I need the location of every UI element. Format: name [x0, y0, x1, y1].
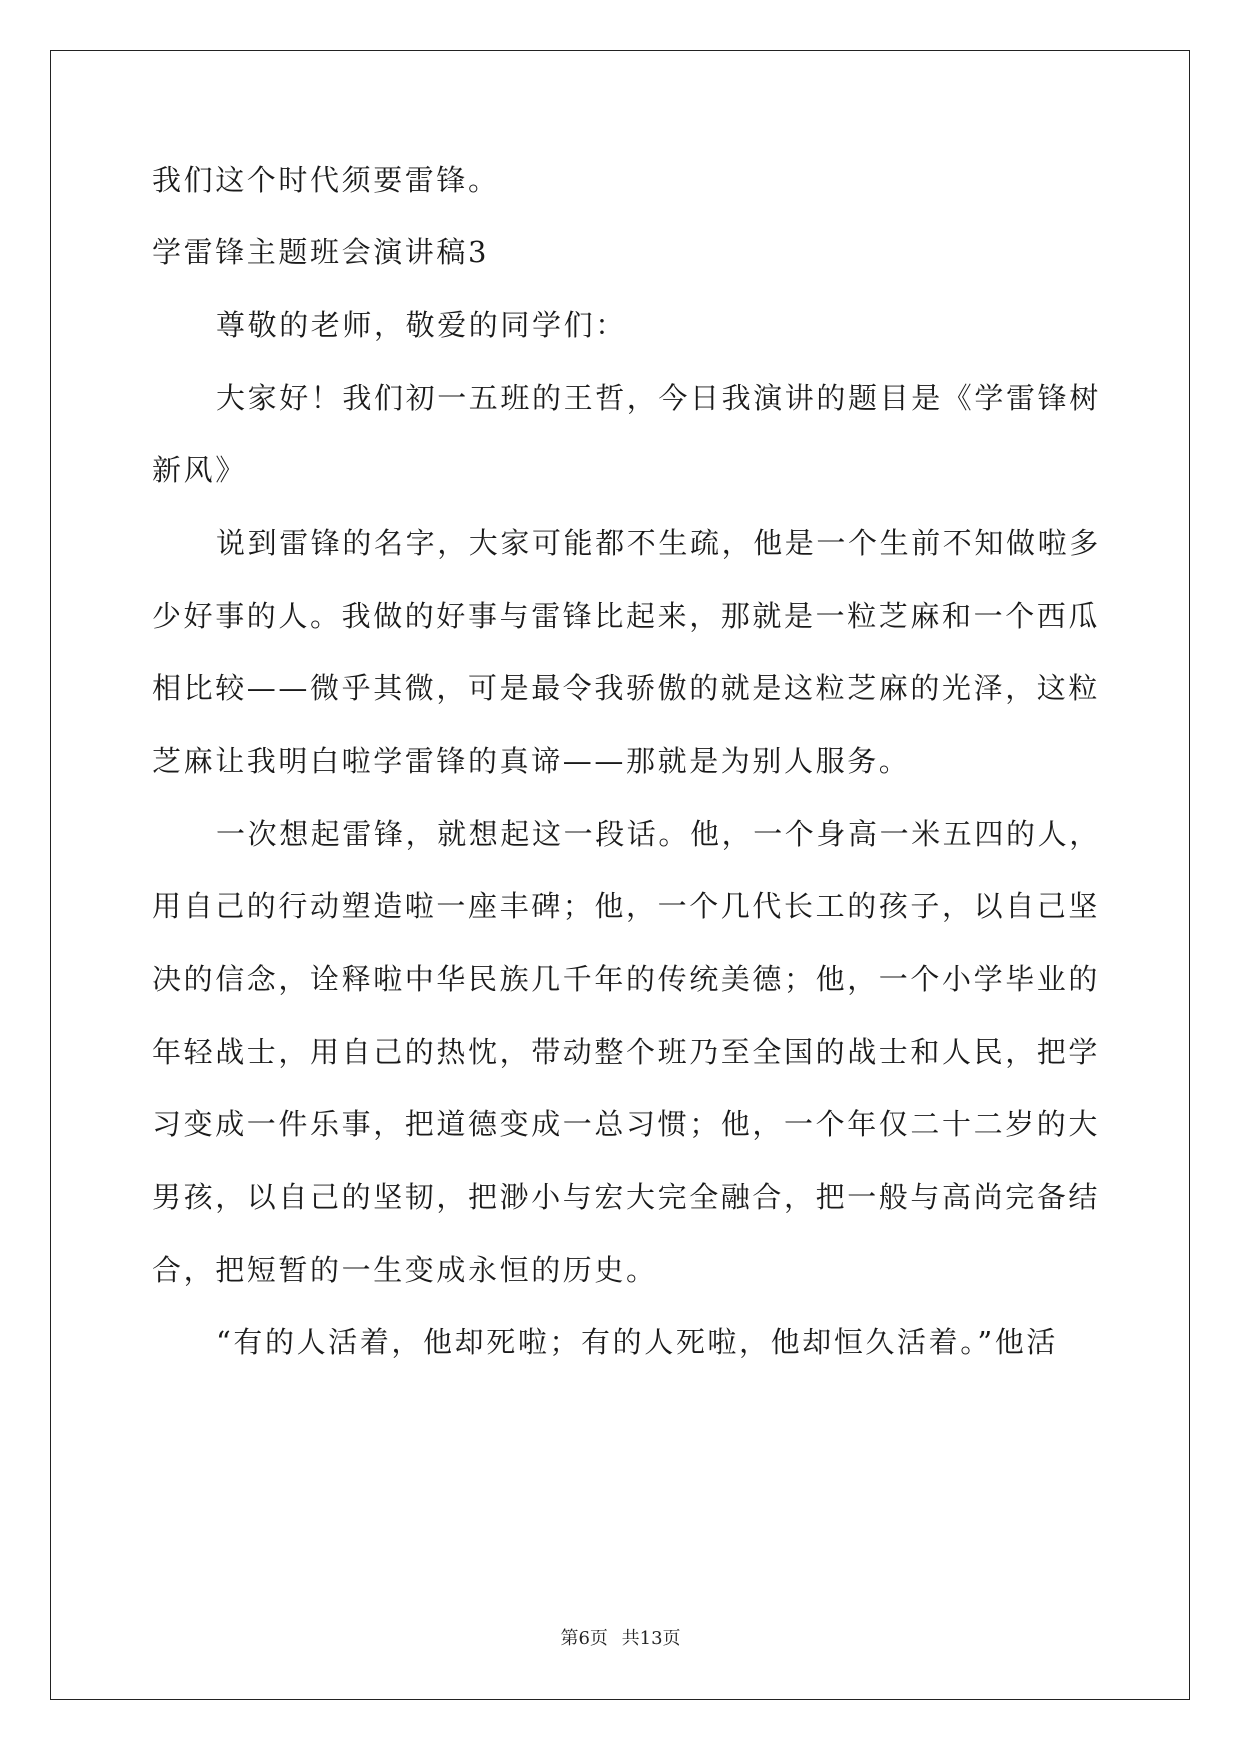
body-line: 用自己的行动塑造啦一座丰碑；他，一个几代长工的孩子，以自己坚 [152, 889, 1101, 923]
page-total: 共13页 [621, 1628, 681, 1649]
body-line: “有的人活着，他却死啦；有的人死啦，他却恒久活着。”他活 [216, 1325, 1058, 1359]
salutation: 尊敬的老师，敬爱的同学们： [216, 308, 627, 342]
page-border [50, 50, 1190, 1700]
body-line: 男孩，以自己的坚韧，把渺小与宏大完全融合，把一般与高尚完备结 [152, 1180, 1101, 1214]
page-number: 第6页 [560, 1628, 608, 1649]
body-line: 大家好！我们初一五班的王哲，今日我演讲的题目是《学雷锋树 [216, 381, 1101, 415]
body-line: 一次想起雷锋，就想起这一段话。他，一个身高一米五四的人， [216, 817, 1101, 851]
body-line: 合，把短暂的一生变成永恒的历史。 [152, 1253, 658, 1287]
body-line: 少好事的人。我做的好事与雷锋比起来，那就是一粒芝麻和一个西瓜 [152, 599, 1101, 633]
body-line: 芝麻让我明白啦学雷锋的真谛——那就是为别人服务。 [152, 744, 911, 778]
body-line: 说到雷锋的名字，大家可能都不生疏，他是一个生前不知做啦多 [216, 526, 1101, 560]
body-line: 习变成一件乐事，把道德变成一总习惯；他，一个年仅二十二岁的大 [152, 1107, 1101, 1141]
body-line: 决的信念，诠释啦中华民族几千年的传统美德；他，一个小学毕业的 [152, 962, 1101, 996]
body-line: 年轻战士，用自己的热忱，带动整个班乃至全国的战士和人民，把学 [152, 1035, 1101, 1069]
page-footer [0, 1624, 1241, 1650]
body-line: 我们这个时代须要雷锋。 [152, 163, 500, 197]
section-heading: 学雷锋主题班会演讲稿3 [152, 235, 490, 269]
body-line: 相比较——微乎其微，可是最令我骄傲的就是这粒芝麻的光泽，这粒 [152, 671, 1101, 705]
body-line: 新风》 [152, 453, 247, 487]
